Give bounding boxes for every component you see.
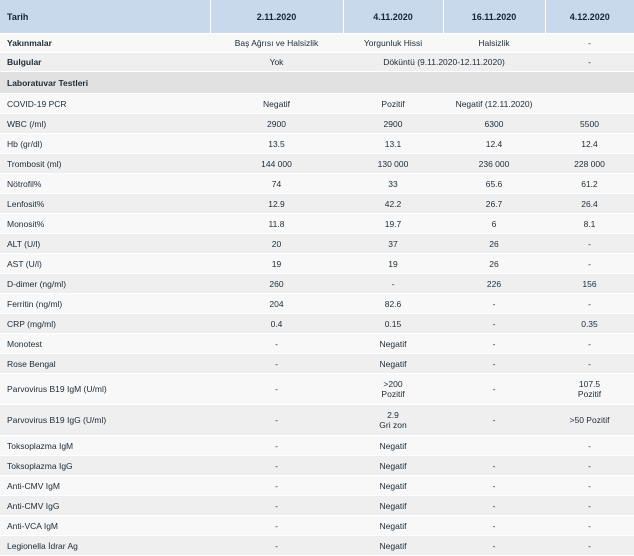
- header-date: 4.12.2020: [545, 0, 634, 34]
- cell: Negatif: [343, 516, 443, 536]
- table-row: [0, 456, 634, 476]
- cell: -: [545, 234, 634, 254]
- cell: 65.6: [443, 174, 545, 194]
- header-label: Tarih: [0, 0, 210, 34]
- cell: 6300: [443, 114, 545, 134]
- cell: 19: [343, 254, 443, 274]
- cell: -: [545, 436, 634, 456]
- cell: -: [545, 536, 634, 556]
- row-label: COVID-19 PCR: [0, 94, 210, 114]
- cell: -: [443, 374, 545, 405]
- row-label: Nötrofil%: [0, 174, 210, 194]
- cell: 2.9 Gri zon: [343, 405, 443, 436]
- cell: -: [210, 374, 343, 405]
- cell: -: [210, 405, 343, 436]
- row-label: Anti-VCA IgM: [0, 516, 210, 536]
- cell: -: [210, 456, 343, 476]
- table-row: [0, 536, 634, 556]
- cell: Pozitif: [343, 94, 443, 114]
- cell: -: [210, 536, 343, 556]
- section-title: Laboratuvar Testleri: [0, 72, 634, 94]
- cell: -: [443, 294, 545, 314]
- row-label: Hb (gr/dl): [0, 134, 210, 154]
- cell: -: [210, 354, 343, 374]
- row-label: Toksoplazma IgM: [0, 436, 210, 456]
- cell: 0.35: [545, 314, 634, 334]
- cell: -: [443, 516, 545, 536]
- cell: -: [545, 53, 634, 72]
- cell: -: [210, 516, 343, 536]
- header-row: [0, 0, 634, 34]
- row-label: ALT (U/l): [0, 234, 210, 254]
- cell: -: [545, 34, 634, 53]
- cell: Negatif: [343, 476, 443, 496]
- cell: [545, 94, 634, 114]
- cell: 42.2: [343, 194, 443, 214]
- row-label: Parvovirus B19 IgG (U/ml): [0, 405, 210, 436]
- cell: 8.1: [545, 214, 634, 234]
- cell: >200 Pozitif: [343, 374, 443, 405]
- cell: 13.5: [210, 134, 343, 154]
- cell: 12.4: [545, 134, 634, 154]
- table-row: [0, 334, 634, 354]
- table-row: [0, 94, 634, 114]
- cell: -: [545, 496, 634, 516]
- cell: 33: [343, 174, 443, 194]
- cell: 20: [210, 234, 343, 254]
- row-label: Bulgular: [0, 53, 210, 72]
- cell: 156: [545, 274, 634, 294]
- row-label: CRP (mg/ml): [0, 314, 210, 334]
- cell: -: [443, 536, 545, 556]
- cell: -: [210, 496, 343, 516]
- section-row: [0, 72, 634, 94]
- cell: 107.5 Pozitif: [545, 374, 634, 405]
- cell: -: [210, 436, 343, 456]
- cell: Negatif: [210, 94, 343, 114]
- cell: 2900: [210, 114, 343, 134]
- cell: Negatif: [343, 496, 443, 516]
- row-label: Parvovirus B19 IgM (U/ml): [0, 374, 210, 405]
- cell: Yok: [210, 53, 343, 72]
- row-label: Yakınmalar: [0, 34, 210, 53]
- row-label: Legionella İdrar Ag: [0, 536, 210, 556]
- header-date: 16.11.2020: [443, 0, 545, 34]
- row-label: WBC (/ml): [0, 114, 210, 134]
- cell: 0.4: [210, 314, 343, 334]
- table-row: [0, 194, 634, 214]
- row-label: D-dimer (ng/ml): [0, 274, 210, 294]
- cell: -: [545, 254, 634, 274]
- cell: Yorgunluk Hissi: [343, 34, 443, 53]
- cell: 228 000: [545, 154, 634, 174]
- table-row: [0, 214, 634, 234]
- table-row: [0, 134, 634, 154]
- table-row: [0, 405, 634, 436]
- cell: 204: [210, 294, 343, 314]
- cell: 26: [443, 254, 545, 274]
- table-row: [0, 496, 634, 516]
- table-row: [0, 114, 634, 134]
- cell: -: [443, 334, 545, 354]
- row-label: Rose Bengal: [0, 354, 210, 374]
- row-label: AST (U/l): [0, 254, 210, 274]
- cell: 82.6: [343, 294, 443, 314]
- cell: 5500: [545, 114, 634, 134]
- table-row: [0, 476, 634, 496]
- row-label: Trombosit (ml): [0, 154, 210, 174]
- cell: 12.9: [210, 194, 343, 214]
- table-row: [0, 436, 634, 456]
- cell: 19.7: [343, 214, 443, 234]
- header-date: 4.11.2020: [343, 0, 443, 34]
- cell: -: [545, 354, 634, 374]
- cell: Baş Ağrısı ve Halsizlik: [210, 34, 343, 53]
- cell: 61.2: [545, 174, 634, 194]
- row-label: Ferritin (ng/ml): [0, 294, 210, 314]
- cell: -: [210, 476, 343, 496]
- table-row: [0, 294, 634, 314]
- cell: -: [210, 334, 343, 354]
- table-row: [0, 154, 634, 174]
- table-row: [0, 314, 634, 334]
- table-row: [0, 254, 634, 274]
- cell: Negatif: [343, 456, 443, 476]
- cell: 19: [210, 254, 343, 274]
- cell: -: [443, 354, 545, 374]
- cell: 26.4: [545, 194, 634, 214]
- cell: -: [443, 476, 545, 496]
- row-label: Anti-CMV IgM: [0, 476, 210, 496]
- row-label: Monosit%: [0, 214, 210, 234]
- cell: 2900: [343, 114, 443, 134]
- cell: Negatif: [343, 536, 443, 556]
- cell: 12.4: [443, 134, 545, 154]
- cell: 26: [443, 234, 545, 254]
- cell: -: [343, 274, 443, 294]
- table-row: [0, 274, 634, 294]
- cell: 260: [210, 274, 343, 294]
- cell: Negatif: [343, 334, 443, 354]
- cell: Halsizlik: [443, 34, 545, 53]
- cell: -: [443, 405, 545, 436]
- cell: 226: [443, 274, 545, 294]
- row-label: Anti-CMV IgG: [0, 496, 210, 516]
- complaints-row: [0, 34, 634, 53]
- table-row: [0, 354, 634, 374]
- cell: [443, 436, 545, 456]
- cell: -: [545, 476, 634, 496]
- table-row: [0, 234, 634, 254]
- table-row: [0, 516, 634, 536]
- table-row: [0, 174, 634, 194]
- cell: 6: [443, 214, 545, 234]
- cell: 11.8: [210, 214, 343, 234]
- cell: -: [545, 516, 634, 536]
- cell: Negatif: [343, 436, 443, 456]
- cell: -: [443, 456, 545, 476]
- row-label: Toksoplazma IgG: [0, 456, 210, 476]
- cell: 74: [210, 174, 343, 194]
- cell: Döküntü (9.11.2020-12.11.2020): [343, 53, 545, 72]
- cell: Negatif: [343, 354, 443, 374]
- cell: >50 Pozitif: [545, 405, 634, 436]
- row-label: Lenfosit%: [0, 194, 210, 214]
- cell: 130 000: [343, 154, 443, 174]
- cell: -: [443, 496, 545, 516]
- table-row: [0, 374, 634, 405]
- cell: -: [443, 314, 545, 334]
- cell: Negatif (12.11.2020): [443, 94, 545, 114]
- cell: -: [545, 334, 634, 354]
- cell: 144 000: [210, 154, 343, 174]
- cell: 37: [343, 234, 443, 254]
- cell: -: [545, 456, 634, 476]
- header-date: 2.11.2020: [210, 0, 343, 34]
- findings-row: [0, 53, 634, 72]
- cell: 0.15: [343, 314, 443, 334]
- cell: 236 000: [443, 154, 545, 174]
- cell: 13.1: [343, 134, 443, 154]
- cell: 26.7: [443, 194, 545, 214]
- row-label: Monotest: [0, 334, 210, 354]
- cell: -: [545, 294, 634, 314]
